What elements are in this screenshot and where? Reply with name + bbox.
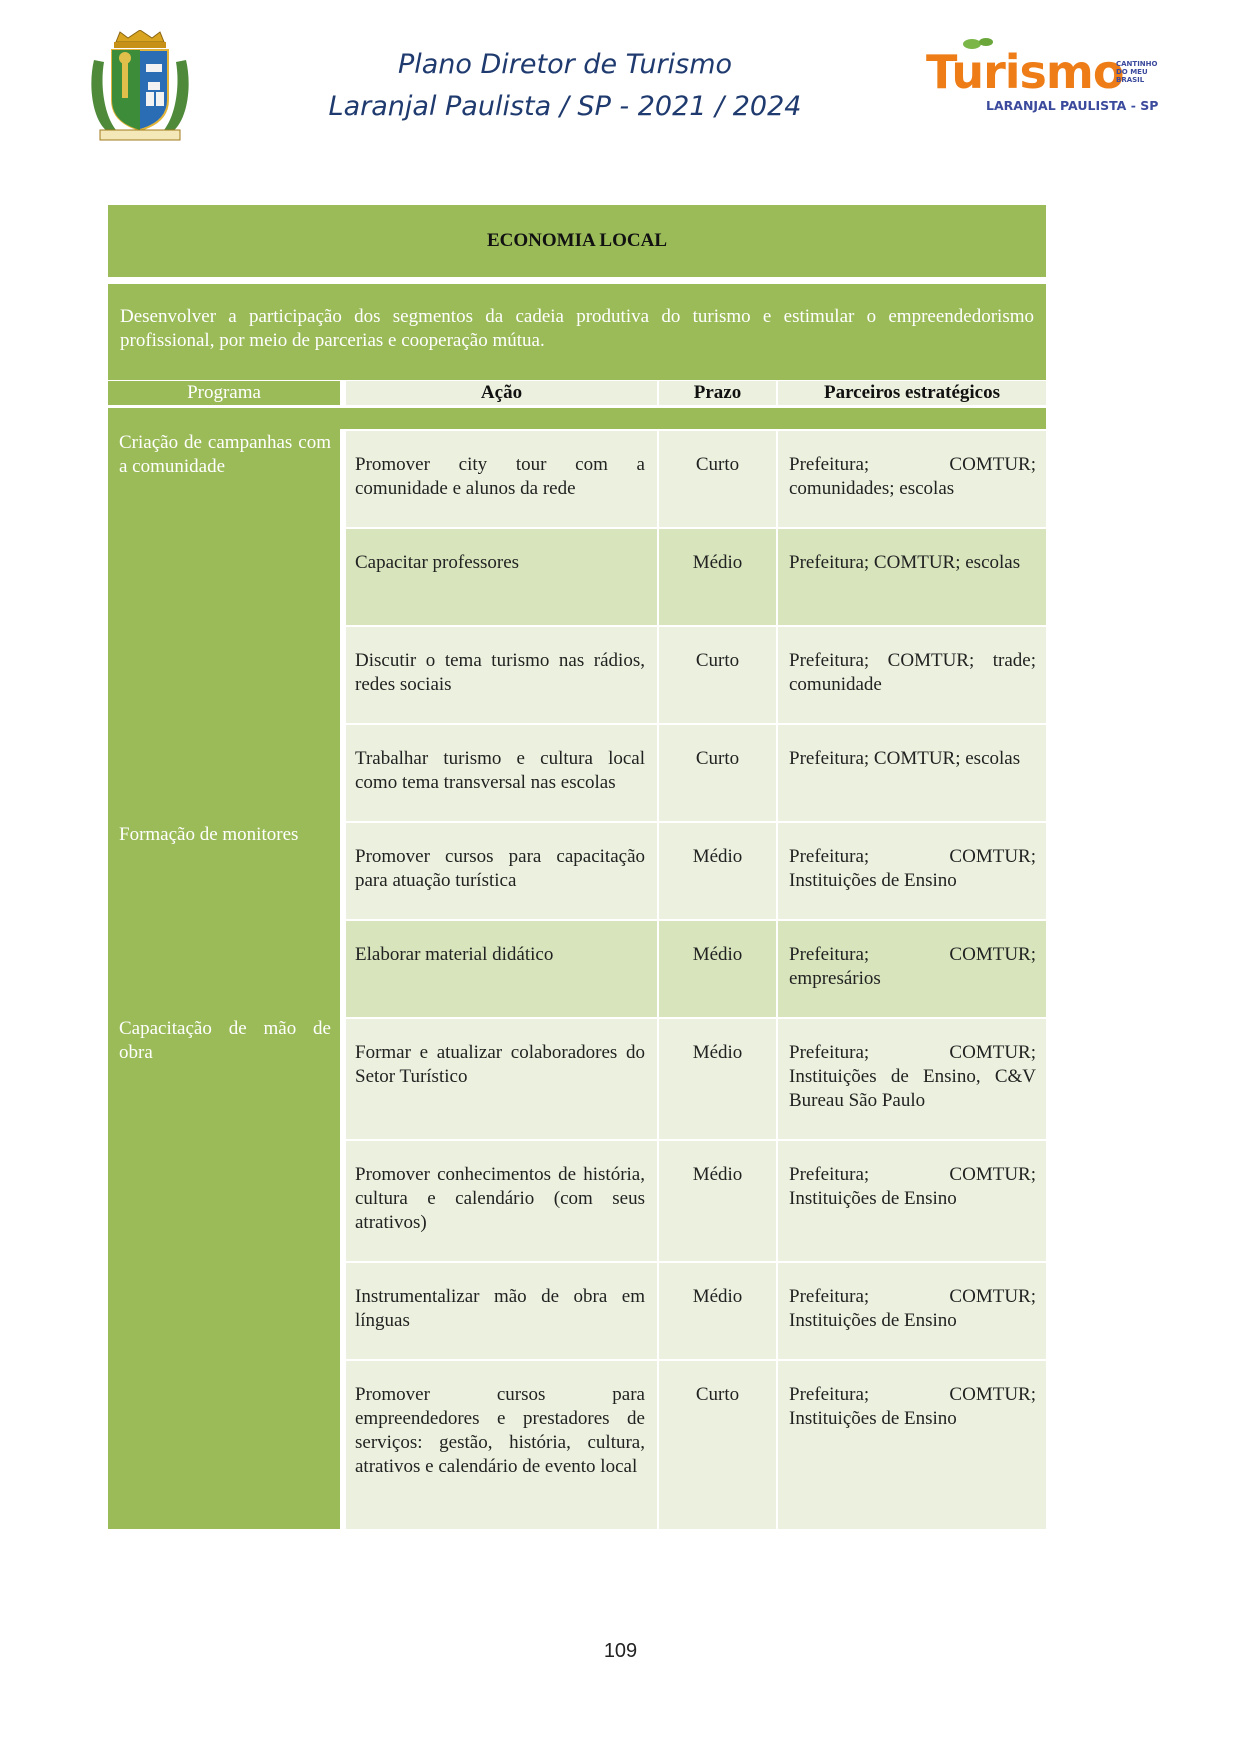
table-row (346, 725, 1046, 821)
action-cell: Promover cursos para capacitação para atuação turística (346, 823, 657, 919)
document-title (250, 44, 880, 128)
municipal-coat-of-arms (86, 30, 194, 150)
objective-text: Desenvolver a participação dos segmentos da cadeia produtiva do turismo e estimular o empreendedorismo profissional, por meio de parcerias e cooperação mútua. (108, 284, 1046, 380)
header-spacer-row (108, 408, 1046, 429)
prazo-cell: Médio (659, 529, 776, 625)
action-cell: Promover conhecimentos de história, cultura e calendário (com seus atrativos) (346, 1141, 657, 1261)
prazo-cell: Curto (659, 431, 776, 527)
table-row (346, 627, 1046, 723)
table-heading: ECONOMIA LOCAL (108, 205, 1046, 277)
program-name: Criação de campanhas com a comunidade (119, 432, 331, 477)
table-row (346, 921, 1046, 1017)
partners-cell: Prefeitura; COMTUR; comunidades; escolas (778, 431, 1046, 527)
partners-cell: Prefeitura; COMTUR; Instituições de Ensino, C&V Bureau São Paulo (778, 1019, 1046, 1139)
title-line-1: Plano Diretor de Turismo (397, 49, 733, 80)
partners-cell: Prefeitura; COMTUR; Instituições de Ensino (778, 1361, 1046, 1529)
logo-tagline: CANTINHO DO MEU BRASIL (1116, 60, 1158, 84)
prazo-cell: Curto (659, 627, 776, 723)
action-cell: Elaborar material didático (346, 921, 657, 1017)
prazo-cell: Médio (659, 921, 776, 1017)
action-cell: Capacitar professores (346, 529, 657, 625)
program-name: Formação de monitores (119, 824, 299, 845)
partners-cell: Prefeitura; COMTUR; trade; comunidade (778, 627, 1046, 723)
action-cell: Trabalhar turismo e cultura local como tema transversal nas escolas (346, 725, 657, 821)
table-row (346, 823, 1046, 919)
table-row (346, 431, 1046, 527)
prazo-cell: Médio (659, 1263, 776, 1359)
prazo-cell: Médio (659, 823, 776, 919)
column-header-parceiros: Parceiros estratégicos (778, 381, 1046, 405)
action-cell: Formar e atualizar colaboradores do Setor Turístico (346, 1019, 657, 1139)
prazo-cell: Médio (659, 1019, 776, 1139)
action-cell: Promover cursos para empreendedores e prestadores de serviços: gestão, história, cultura, atrativos e calendário de evento local (346, 1361, 657, 1529)
table-row (346, 1141, 1046, 1261)
partners-cell: Prefeitura; COMTUR; Instituições de Ensino (778, 1263, 1046, 1359)
column-header-prazo: Prazo (659, 381, 776, 405)
title-line-2: Laranjal Paulista / SP - 2021 / 2024 (328, 91, 802, 122)
partners-cell: Prefeitura; COMTUR; escolas (778, 529, 1046, 625)
program-cell (108, 1015, 340, 1529)
action-cell: Instrumentalizar mão de obra em línguas (346, 1263, 657, 1359)
logo-subtitle: LARANJAL PAULISTA - SP (986, 98, 1159, 113)
program-cell (108, 821, 340, 1015)
partners-cell: Prefeitura; COMTUR; Instituições de Ensino (778, 823, 1046, 919)
column-header-programa: Programa (108, 381, 340, 405)
column-header-acao: Ação (346, 381, 657, 405)
table-row (346, 1263, 1046, 1359)
prazo-cell: Médio (659, 1141, 776, 1261)
program-name: Capacitação de mão de obra (119, 1018, 331, 1063)
program-cell (108, 429, 340, 821)
prazo-cell: Curto (659, 1361, 776, 1529)
action-cell: Promover city tour com a comunidade e alunos da rede (346, 431, 657, 527)
turismo-logo (922, 38, 1164, 126)
action-cell: Discutir o tema turismo nas rádios, redes sociais (346, 627, 657, 723)
table-row (346, 1019, 1046, 1139)
table-row (346, 529, 1046, 625)
table-row (346, 1361, 1046, 1529)
partners-cell: Prefeitura; COMTUR; escolas (778, 725, 1046, 821)
partners-cell: Prefeitura; COMTUR; empresários (778, 921, 1046, 1017)
partners-cell: Prefeitura; COMTUR; Instituições de Ensino (778, 1141, 1046, 1261)
prazo-cell: Curto (659, 725, 776, 821)
page-number: 109 (603, 1640, 638, 1662)
logo-wordmark: Turismo (926, 45, 1124, 99)
